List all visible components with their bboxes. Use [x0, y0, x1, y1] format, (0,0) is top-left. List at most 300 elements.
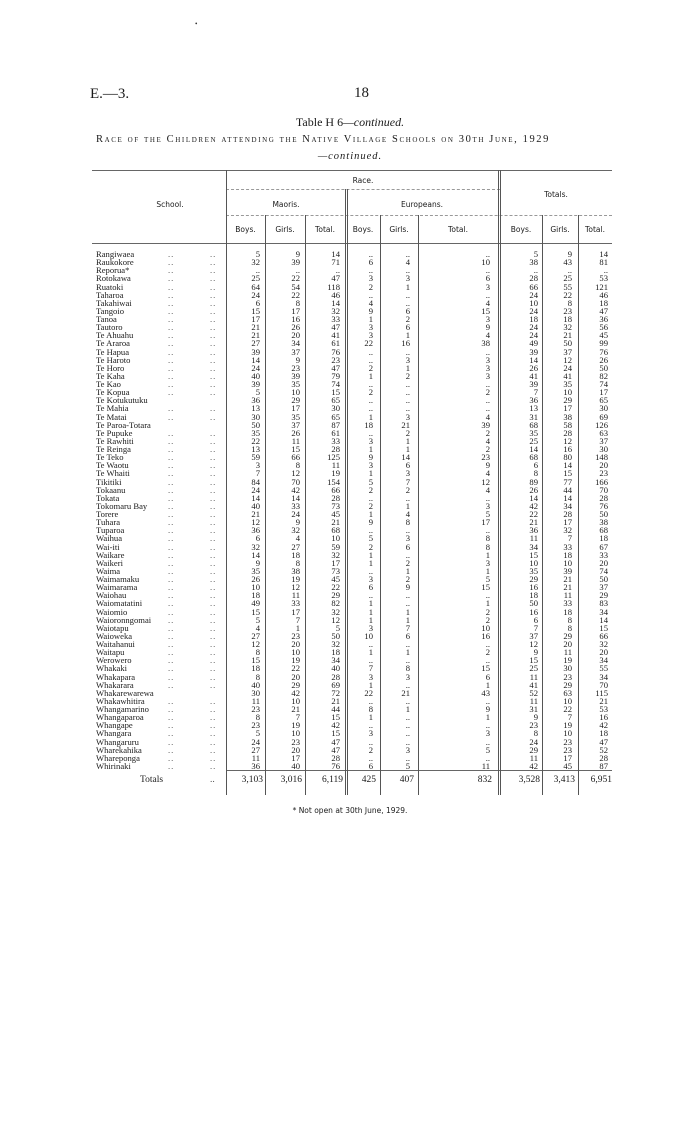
cell-school: Tautoro [96, 322, 123, 333]
header-maori-total: Total. [315, 225, 335, 234]
cell-euro-total: .. [485, 720, 490, 731]
cell-leader-1: .. [168, 744, 175, 755]
cell-total-girls: .. [567, 265, 572, 276]
cell-maori-total: 40 [331, 663, 340, 674]
cell-euro-boys: 1 [368, 598, 373, 609]
cell-total-girls: 8 [567, 614, 572, 625]
cell-total-total: 34 [599, 671, 608, 682]
cell-total-girls: 7 [567, 533, 572, 544]
cell-maori-total: 61 [331, 427, 340, 438]
cell-total-boys: 16 [529, 606, 538, 617]
cell-euro-boys: 1 [368, 549, 373, 560]
cell-school: Tanoa [96, 314, 117, 324]
cell-total-total: 42 [599, 720, 608, 731]
cell-euro-girls: .. [405, 346, 410, 357]
cell-euro-total: 3 [485, 354, 490, 365]
footnote: * Not open at 30th June, 1929. [292, 806, 408, 815]
cell-euro-girls: 5 [405, 760, 410, 771]
cell-school: Waimamaku [96, 574, 140, 584]
cell-euro-total: 1 [485, 712, 490, 723]
cell-total-boys: 31 [529, 704, 538, 714]
cell-maori-total: 21 [331, 517, 340, 528]
cell-leader-2: .. [210, 614, 217, 625]
cell-school: Waitahanui [96, 639, 135, 649]
cell-total-boys: 14 [529, 354, 538, 365]
cell-leader-1: .. [168, 728, 175, 739]
cell-leader-1: .. [168, 663, 175, 674]
cell-maori-boys: 36 [251, 395, 260, 406]
cell-leader-1: .. [168, 549, 175, 560]
totals-rule [226, 770, 612, 771]
cell-maori-total: 11 [331, 460, 340, 471]
cell-school: Whirinaki [96, 760, 131, 771]
cell-leader-2: .. [210, 411, 217, 422]
cell-euro-girls: 2 [405, 427, 410, 438]
cell-total-girls: 77 [563, 476, 572, 487]
cell-leader-1: .. [168, 533, 175, 544]
cell-total-total: 17 [599, 387, 608, 398]
cell-euro-total: 15 [481, 582, 490, 593]
cell-euro-boys: 8 [368, 704, 373, 714]
cell-total-boys: 26 [529, 362, 538, 373]
cell-maori-boys: 5 [255, 728, 260, 739]
cell-total-total: 68 [599, 525, 608, 536]
cell-euro-total: 4 [485, 411, 490, 422]
cell-maori-total: 47 [331, 736, 340, 747]
cell-total-girls: 33 [563, 541, 572, 552]
cell-leader-2: .. [210, 704, 217, 714]
cell-leader-2: .. [210, 655, 217, 666]
cell-total-total: 76 [599, 500, 608, 511]
cell-euro-boys: .. [368, 289, 373, 300]
cell-maori-girls: 12 [291, 468, 300, 479]
cell-euro-boys: .. [368, 379, 373, 389]
cell-total-total: 34 [599, 655, 608, 666]
cell-leader-1: .. [168, 281, 175, 292]
table-subtitle-continued: —continued. [317, 151, 383, 162]
cell-leader-2: .. [210, 647, 217, 658]
cell-maori-girls: 32 [291, 525, 300, 536]
cell-euro-boys: 22 [364, 687, 373, 698]
cell-total-girls: 39 [563, 565, 572, 576]
cell-maori-girls: 19 [291, 574, 300, 584]
cell-euro-boys: .. [368, 492, 373, 503]
cell-euro-girls: .. [405, 525, 410, 536]
cell-total-girls: 55 [563, 281, 572, 292]
cell-total-girls: 21 [563, 330, 572, 341]
cell-maori-girls: 4 [295, 533, 300, 544]
cell-school: Rangiwaea [96, 249, 135, 259]
header-totals: Totals. [544, 190, 568, 199]
cell-total-girls: 9 [567, 249, 572, 259]
cell-total-total: 70 [599, 484, 608, 495]
cell-total-boys: 25 [529, 435, 538, 446]
cell-total-boys: 10 [529, 557, 538, 568]
cell-school: Te Ahuahu [96, 330, 134, 341]
total-euro-girls: 407 [399, 775, 414, 785]
cell-maori-girls: 23 [291, 736, 300, 747]
cell-total-girls: 20 [563, 639, 572, 649]
cell-total-total: 18 [599, 297, 608, 308]
cell-leader-2: .. [210, 387, 217, 398]
cell-euro-girls: 6 [405, 630, 410, 641]
totals-label: Totals [140, 775, 164, 785]
cell-maori-girls: 8 [295, 297, 300, 308]
cell-school: Whakawhitira [96, 695, 145, 706]
cell-leader-1: .. [168, 273, 175, 284]
subgroup-rule [226, 215, 612, 216]
cell-maori-total: 28 [331, 444, 340, 454]
cell-school: Torere [96, 509, 119, 519]
cell-leader-1: .. [168, 582, 175, 593]
cell-euro-boys: 3 [368, 273, 373, 284]
cell-maori-girls: 37 [291, 419, 300, 430]
cell-maori-total: 50 [331, 630, 340, 641]
header-euro-girls: Girls. [389, 225, 409, 234]
cell-euro-boys: 1 [368, 712, 373, 723]
cell-euro-total: 2 [485, 647, 490, 658]
cell-total-boys: 68 [529, 452, 538, 463]
cell-total-girls: 43 [563, 257, 572, 268]
cell-maori-boys: 18 [251, 663, 260, 674]
cell-school: Tokomaru Bay [96, 500, 148, 511]
cell-maori-girls: 10 [291, 647, 300, 658]
header-maoris: Maoris. [272, 200, 300, 209]
cell-total-total: 45 [599, 330, 608, 341]
cell-total-total: 15 [599, 622, 608, 633]
cell-maori-girls: 39 [291, 257, 300, 268]
cell-total-total: 76 [599, 346, 608, 357]
cell-school: Te Matai [96, 411, 127, 422]
cell-euro-total: 16 [481, 630, 490, 641]
cell-total-total: 67 [599, 541, 608, 552]
cell-total-girls: 63 [563, 687, 572, 698]
cell-leader-2: .. [210, 354, 217, 365]
cell-total-boys: 42 [529, 760, 538, 771]
cell-school: Te Mahia [96, 403, 129, 414]
cell-school: Werowero [96, 655, 132, 666]
cell-maori-boys: 25 [251, 273, 260, 284]
cell-total-boys: 38 [529, 257, 538, 268]
cell-total-boys: 5 [533, 249, 538, 259]
cell-maori-girls: 7 [295, 614, 300, 625]
cell-total-girls: 19 [563, 720, 572, 731]
cell-euro-boys: .. [368, 354, 373, 365]
cell-maori-girls: 66 [291, 452, 300, 463]
cell-leader-2: .. [210, 379, 217, 389]
cell-total-girls: 30 [563, 663, 572, 674]
cell-total-boys: 18 [529, 314, 538, 324]
cell-maori-boys: 59 [251, 452, 260, 463]
cell-euro-girls: 8 [405, 663, 410, 674]
cell-leader-1: .. [168, 379, 175, 389]
cell-euro-total: 4 [485, 484, 490, 495]
cell-school: Tokaanu [96, 484, 126, 495]
cell-total-girls: 11 [563, 647, 572, 658]
cell-total-boys: 42 [529, 500, 538, 511]
cell-euro-girls: .. [405, 403, 410, 414]
cell-maori-girls: 22 [291, 663, 300, 674]
cell-maori-girls: 9 [295, 517, 300, 528]
cell-maori-total: 72 [331, 687, 340, 698]
cell-euro-boys: .. [368, 590, 373, 601]
cell-leader-1: .. [168, 460, 175, 471]
cell-total-boys: 24 [529, 736, 538, 747]
cell-maori-total: 12 [331, 614, 340, 625]
cell-euro-total: 8 [485, 533, 490, 544]
cell-leader-2: .. [210, 305, 217, 316]
cell-euro-girls: 1 [405, 281, 410, 292]
cell-school: Reporua* [96, 265, 130, 276]
cell-total-total: 126 [595, 419, 608, 430]
cell-total-total: 50 [599, 362, 608, 373]
cell-total-boys: 16 [529, 582, 538, 593]
cell-leader-2: .. [210, 712, 217, 723]
cell-euro-boys: 3 [368, 460, 373, 471]
cell-euro-boys: 1 [368, 411, 373, 422]
cell-school: Tangoio [96, 305, 125, 316]
cell-leader-2: .. [210, 720, 217, 731]
cell-total-girls: 8 [567, 297, 572, 308]
table-title-main: Table H 6 [295, 115, 344, 129]
cell-total-girls: 41 [563, 370, 572, 381]
cell-leader-2: .. [210, 663, 217, 674]
cell-total-boys: 31 [529, 411, 538, 422]
cell-euro-total: 3 [485, 728, 490, 739]
cell-total-total: 29 [599, 590, 608, 601]
cell-maori-girls: 10 [291, 387, 300, 398]
cell-euro-total: 3 [485, 500, 490, 511]
cell-total-girls: 35 [563, 379, 572, 389]
cell-maori-girls: 54 [291, 281, 300, 292]
cell-euro-boys: 5 [368, 533, 373, 544]
cell-euro-total: 11 [481, 760, 490, 771]
cell-total-girls: 18 [563, 314, 572, 324]
cell-euro-boys: 1 [368, 606, 373, 617]
cell-maori-boys: 5 [255, 614, 260, 625]
cell-school: Rotokawa [96, 273, 131, 284]
cell-maori-boys: 11 [251, 752, 260, 763]
cell-leader-2: .. [210, 427, 217, 438]
cell-total-boys: 22 [529, 509, 538, 519]
cell-euro-girls: 2 [405, 370, 410, 381]
cell-euro-girls: 1 [405, 647, 410, 658]
cell-leader-1: .. [168, 704, 175, 714]
cell-euro-girls: .. [405, 655, 410, 666]
cell-euro-girls: .. [405, 265, 410, 276]
cell-euro-girls: .. [405, 395, 410, 406]
cell-leader-2: .. [210, 728, 217, 739]
total-all-total: 6,951 [590, 775, 612, 785]
cell-euro-total: .. [485, 379, 490, 389]
cell-euro-boys: 1 [368, 557, 373, 568]
cell-leader-1: .. [168, 614, 175, 625]
cell-euro-girls: 3 [405, 671, 410, 682]
cell-total-total: 46 [599, 289, 608, 300]
header-europeans: Europeans. [400, 200, 443, 209]
cell-total-total: 66 [599, 630, 608, 641]
cell-total-total: 87 [599, 760, 608, 771]
cell-euro-total: 2 [485, 614, 490, 625]
cell-total-total: 52 [599, 744, 608, 755]
cell-leader-1: .. [168, 736, 175, 747]
header-race: Race. [352, 176, 374, 185]
cell-euro-total: .. [485, 289, 490, 300]
header-bottom-rule [92, 243, 612, 244]
cell-total-boys: 6 [533, 614, 538, 625]
cell-maori-boys: 18 [251, 590, 260, 601]
cell-leader-2: .. [210, 622, 217, 633]
cell-maori-boys: 30 [251, 687, 260, 698]
cell-total-boys: 35 [529, 565, 538, 576]
cell-euro-girls: .. [405, 492, 410, 503]
cell-maori-boys: 6 [255, 533, 260, 544]
page-number: 18 [354, 85, 369, 101]
cell-maori-boys: 12 [251, 517, 260, 528]
cell-leader-2: .. [210, 444, 217, 454]
cell-maori-total: 45 [331, 574, 340, 584]
cell-maori-girls: 17 [291, 606, 300, 617]
cell-euro-boys: 2 [368, 744, 373, 755]
cell-euro-boys: .. [368, 736, 373, 747]
cell-maori-girls: 10 [291, 695, 300, 706]
cell-total-total: 82 [599, 370, 608, 381]
cell-total-boys: 9 [533, 647, 538, 658]
cell-total-boys: 41 [529, 679, 538, 690]
cell-leader-1: .. [168, 411, 175, 422]
cell-maori-boys: 24 [251, 736, 260, 747]
cell-maori-girls: 16 [291, 314, 300, 324]
cell-total-boys: 23 [529, 720, 538, 731]
cell-maori-total: 68 [331, 525, 340, 536]
cell-total-boys: 39 [529, 379, 538, 389]
cell-leader-2: .. [210, 460, 217, 471]
cell-leader-1: .. [168, 289, 175, 300]
cell-euro-boys: 18 [364, 419, 373, 430]
cell-total-girls: 18 [563, 606, 572, 617]
cell-maori-total: 65 [331, 411, 340, 422]
cell-maori-girls: .. [295, 265, 300, 276]
cell-school: Waiomatatini [96, 598, 143, 609]
cell-total-total: 81 [599, 257, 608, 268]
cell-school: Whangaparoa [96, 712, 144, 723]
cell-maori-boys: 13 [251, 403, 260, 414]
total-all-girls: 3,413 [553, 775, 575, 785]
cell-total-total: 21 [599, 695, 608, 706]
cell-total-girls: 29 [563, 679, 572, 690]
cell-leader-2: .. [210, 370, 217, 381]
cell-school: Tokata [96, 492, 120, 503]
cell-leader-1: .. [168, 305, 175, 316]
cell-maori-girls: 23 [291, 362, 300, 373]
cell-school: Te Paroa-Totara [96, 419, 151, 430]
cell-euro-girls: 1 [405, 500, 410, 511]
cell-total-girls: 19 [563, 655, 572, 666]
cell-euro-total: .. [485, 249, 490, 259]
cell-school: Wharekahika [96, 744, 142, 755]
cell-euro-boys: 3 [368, 671, 373, 682]
cell-total-girls: 21 [563, 574, 572, 584]
cell-maori-boys: 84 [251, 476, 260, 487]
cell-euro-girls: .. [405, 736, 410, 747]
cell-euro-total: 4 [485, 468, 490, 479]
cell-euro-boys: 2 [368, 362, 373, 373]
cell-euro-total: 39 [481, 419, 490, 430]
cell-euro-girls: 3 [405, 744, 410, 755]
cell-euro-girls: .. [405, 712, 410, 723]
cell-maori-total: 76 [331, 346, 340, 357]
cell-euro-boys: 1 [368, 509, 373, 519]
cell-euro-boys: 22 [364, 338, 373, 349]
cell-total-boys: 24 [529, 289, 538, 300]
cell-total-girls: 24 [563, 362, 572, 373]
cell-total-girls: 29 [563, 630, 572, 641]
cell-maori-girls: 15 [291, 444, 300, 454]
cell-leader-1: .. [168, 752, 175, 763]
cell-euro-girls: 3 [405, 354, 410, 365]
cell-euro-boys: .. [368, 525, 373, 536]
cell-leader-1: .. [168, 322, 175, 333]
cell-maori-girls: 1 [295, 622, 300, 633]
cell-euro-girls: .. [405, 387, 410, 398]
cell-leader-1: .. [168, 509, 175, 519]
cell-maori-boys: 32 [251, 541, 260, 552]
cell-school: Waima [96, 565, 121, 576]
cell-school: Te Waotu [96, 460, 129, 471]
cell-school: Waihua [96, 533, 123, 544]
cell-euro-boys: 2 [368, 500, 373, 511]
cell-euro-total: 3 [485, 370, 490, 381]
cell-euro-total: 5 [485, 574, 490, 584]
cell-total-boys: 9 [533, 712, 538, 723]
cell-leader-2: .. [210, 249, 217, 259]
cell-maori-total: 47 [331, 744, 340, 755]
cell-euro-total: 3 [485, 557, 490, 568]
cell-maori-girls: 8 [295, 460, 300, 471]
cell-school: Whakarewarewa [96, 687, 154, 698]
cell-total-boys: 12 [529, 639, 538, 649]
cell-maori-boys: 36 [251, 760, 260, 771]
cell-maori-girls: 39 [291, 370, 300, 381]
cell-maori-total: 118 [327, 281, 340, 292]
cell-maori-boys: 21 [251, 330, 260, 341]
cell-euro-total: 4 [485, 330, 490, 341]
cell-maori-total: 47 [331, 322, 340, 333]
cell-leader-1: .. [168, 427, 175, 438]
cell-maori-total: 23 [331, 354, 340, 365]
cell-euro-boys: 1 [368, 614, 373, 625]
cell-total-boys: 68 [529, 419, 538, 430]
cell-total-total: 47 [599, 305, 608, 316]
cell-leader-1: .. [168, 403, 175, 414]
cell-maori-boys: 11 [251, 695, 260, 706]
cell-maori-total: 28 [331, 752, 340, 763]
cell-maori-total: 82 [331, 598, 340, 609]
cell-leader-2: .. [210, 468, 217, 479]
table-subtitle: Race of the Children attending the Native Village Schools on 30th June, 1929 [96, 134, 550, 145]
cell-euro-total: .. [485, 752, 490, 763]
cell-euro-boys: 1 [368, 679, 373, 690]
cell-leader-1: .. [168, 712, 175, 723]
cell-maori-girls: 20 [291, 639, 300, 649]
cell-leader-2: .. [210, 598, 217, 609]
cell-maori-total: 44 [331, 704, 340, 714]
cell-euro-girls: 4 [405, 257, 410, 268]
cell-total-girls: 11 [563, 590, 572, 601]
cell-euro-total: .. [485, 346, 490, 357]
cell-school: Waiotapu [96, 622, 129, 633]
cell-euro-boys: .. [368, 720, 373, 731]
